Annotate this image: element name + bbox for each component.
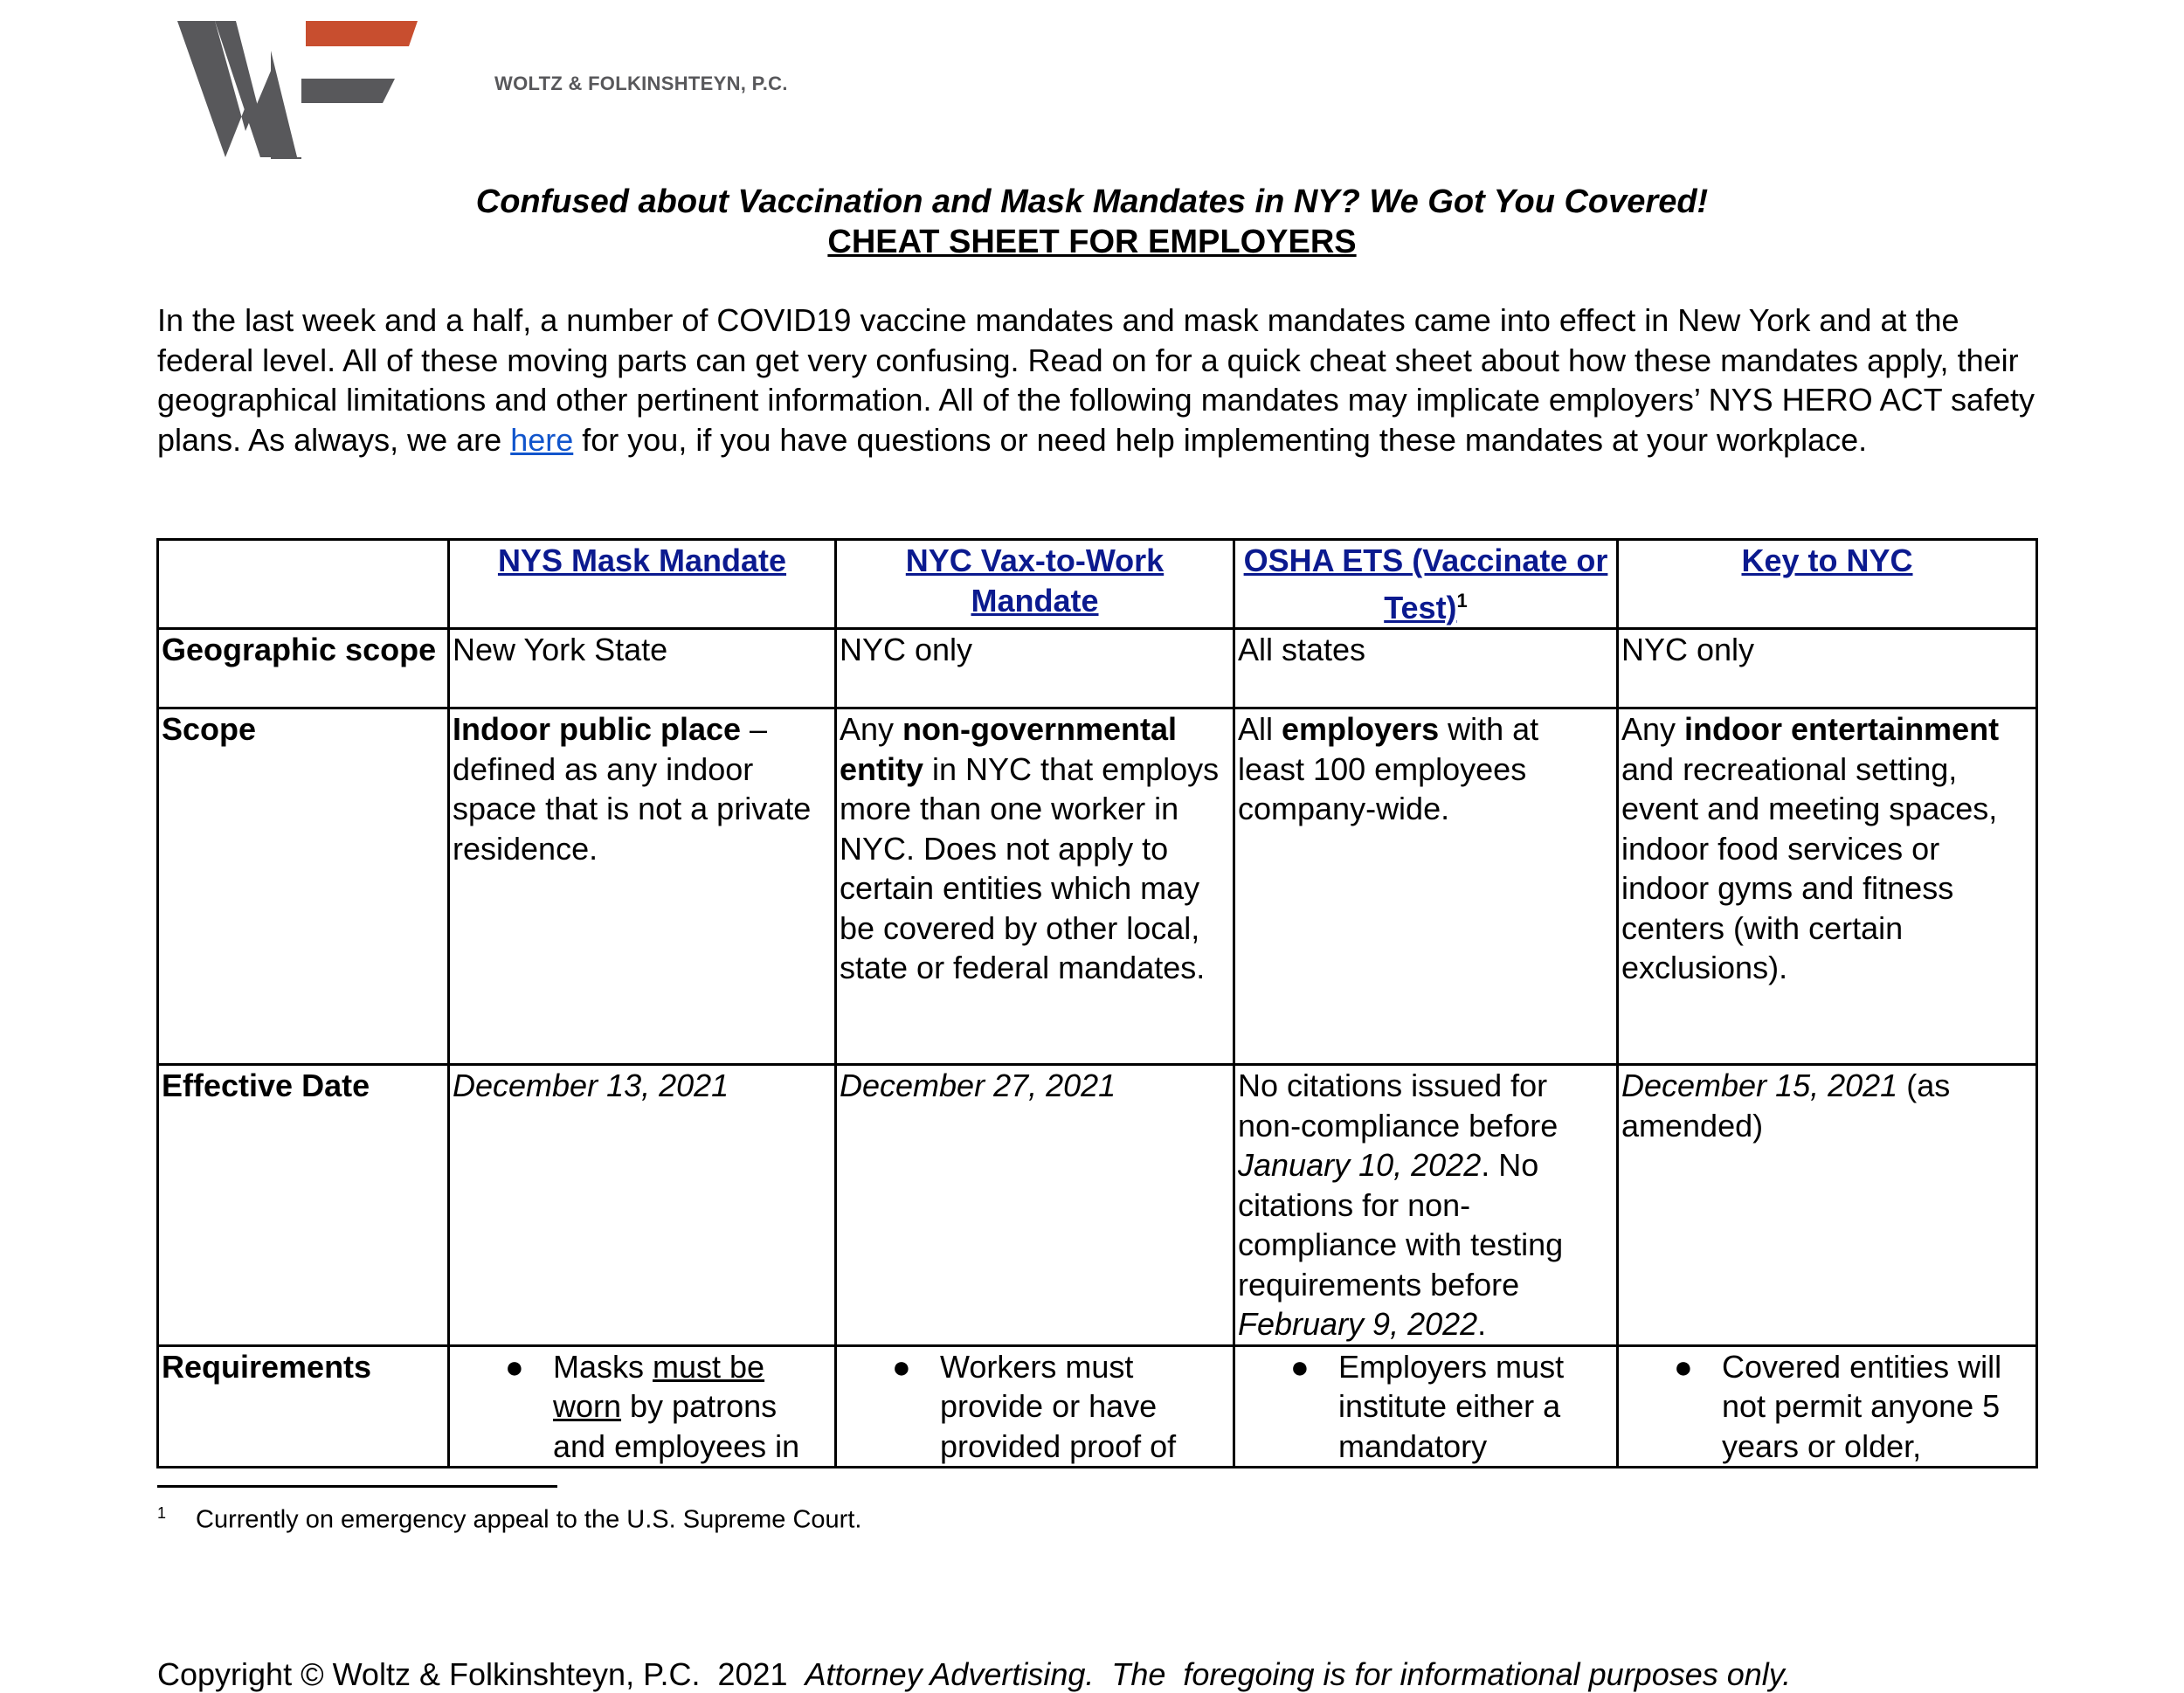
logo-text: WOLTZ & FOLKINSHTEYN, P.C. [494, 73, 788, 94]
table-cell [1618, 1065, 2037, 1346]
cell-text: All [1238, 711, 1282, 747]
header-cell [449, 540, 836, 629]
footnote-divider [157, 1485, 557, 1488]
cell-text: – defined as any indoor space that is not a private residence. [453, 711, 812, 867]
title-line: Confused about Vaccination and Mask Mandates in NY? We Got You Covered! [475, 183, 1709, 220]
table-cell [449, 1345, 836, 1467]
table-cell: New York State [449, 629, 836, 708]
cell-text: (as amended) [1621, 1068, 1951, 1144]
bold-text: employers [1282, 711, 1440, 747]
cell-text: . No citations for non-compliance with testing requirements before [1238, 1147, 1564, 1303]
cell-text: Masks [553, 1348, 653, 1385]
table-row [158, 1345, 2037, 1467]
footnote-number: 1 [157, 1504, 167, 1522]
intro-text-end: for you, if you have questions or need help implementing these mandates at your workplace. [573, 421, 1868, 458]
cell-text: No citations issued for non-compliance before [1238, 1068, 1559, 1144]
cell-text: in NYC that employs more than one worker in NYC. Does not apply to certain entities which may be covered by other local, state or federal mandates. [840, 750, 1220, 985]
table-cell [1234, 1065, 1618, 1346]
bold-text: non-governmental entity [840, 711, 1178, 787]
disclaimer-text: Attorney Advertising. The foregoing is for informational purposes only. [805, 1656, 1792, 1692]
header-cell [1618, 540, 2037, 629]
osha-ets-link[interactable]: OSHA ETS (Vaccinate or Test) [1243, 542, 1608, 625]
intro-paragraph [157, 301, 2044, 460]
date-text: January 10, 2022 [1238, 1147, 1482, 1183]
nyc-vax-to-work-link[interactable]: NYC Vax-to-Work Mandate [905, 542, 1165, 618]
row-label: Scope [158, 708, 449, 1065]
bullet-icon: ● [505, 1348, 524, 1385]
bullet-icon: ● [1674, 1348, 1693, 1385]
table-cell [1234, 1345, 1618, 1467]
cell-text: by patrons and employees in [553, 1388, 800, 1464]
page-title [0, 182, 2184, 262]
table-cell [836, 708, 1234, 1065]
copyright-text: Copyright © Woltz & Folkinshteyn, P.C. 2021 [157, 1656, 805, 1692]
footnote-ref: 1 [1456, 589, 1468, 612]
cell-text: Workers must provide or have provided proof of [940, 1348, 1177, 1464]
bullet-icon: ● [1290, 1348, 1310, 1385]
footnote-text: Currently on emergency appeal to the U.S. Supreme Court. [196, 1505, 862, 1534]
table-cell [836, 1345, 1234, 1467]
table-header-row [158, 540, 2037, 629]
table-cell [1618, 1345, 2037, 1467]
cell-text: Employers must institute either a mandatory [1338, 1348, 1565, 1464]
table-row [158, 1065, 2037, 1346]
bullet-icon: ● [892, 1348, 911, 1385]
here-link[interactable]: here [510, 421, 574, 458]
bold-text: Indoor public place [453, 711, 742, 747]
table-row [158, 629, 2037, 708]
footnote [157, 1504, 861, 1535]
table-cell: NYC only [1618, 629, 2037, 708]
subtitle: CHEAT SHEET FOR EMPLOYERS [827, 224, 1357, 260]
key-to-nyc-link[interactable]: Key to NYC [1741, 542, 1913, 578]
cell-text: Covered entities will not permit anyone 5 years or older, [1722, 1348, 2002, 1464]
table-cell: December 13, 2021 [449, 1065, 836, 1346]
table-cell [1618, 708, 2037, 1065]
date-text: December 15, 2021 [1621, 1068, 1898, 1103]
mandates-table [156, 538, 2038, 1468]
row-label: Requirements [158, 1345, 449, 1467]
date-text: February 9, 2022 [1238, 1306, 1478, 1342]
intro-text: In the last week and a half, a number of COVID19 vaccine mandates and mask mandates came into effect in New York and at the federal level. All of these moving parts can get very confusing. Read on for a quick cheat sheet about how these mandates apply, their geographical limitations and other pertinent information. All of the following mandates may implicate employers’ NYS HERO ACT safety plans. As always, we are [157, 302, 2035, 458]
underlined-text: must be worn [553, 1348, 765, 1424]
table-row [158, 708, 2037, 1065]
bold-text: indoor entertainment [1684, 711, 2000, 747]
row-label: Geographic scope [158, 629, 449, 708]
table-cell: All states [1234, 629, 1618, 708]
cell-text: with at least 100 employees company-wide. [1238, 711, 1539, 826]
cell-text: and recreational setting, event and meeting spaces, indoor food services or indoor gyms and fitness centers (with certain exclusions). [1621, 750, 1998, 985]
nys-mask-mandate-link[interactable]: NYS Mask Mandate [497, 542, 787, 578]
empty-cell [158, 540, 449, 629]
header-cell [836, 540, 1234, 629]
row-label: Effective Date [158, 1065, 449, 1346]
cell-text: Any [1621, 711, 1685, 747]
cell-text: . [1477, 1306, 1487, 1342]
table-cell [449, 708, 836, 1065]
cell-text: Any [840, 711, 903, 747]
table-cell [1234, 708, 1618, 1065]
table-cell: December 27, 2021 [836, 1065, 1234, 1346]
header-cell [1234, 540, 1618, 629]
company-logo [175, 19, 788, 163]
table-cell: NYC only [836, 629, 1234, 708]
